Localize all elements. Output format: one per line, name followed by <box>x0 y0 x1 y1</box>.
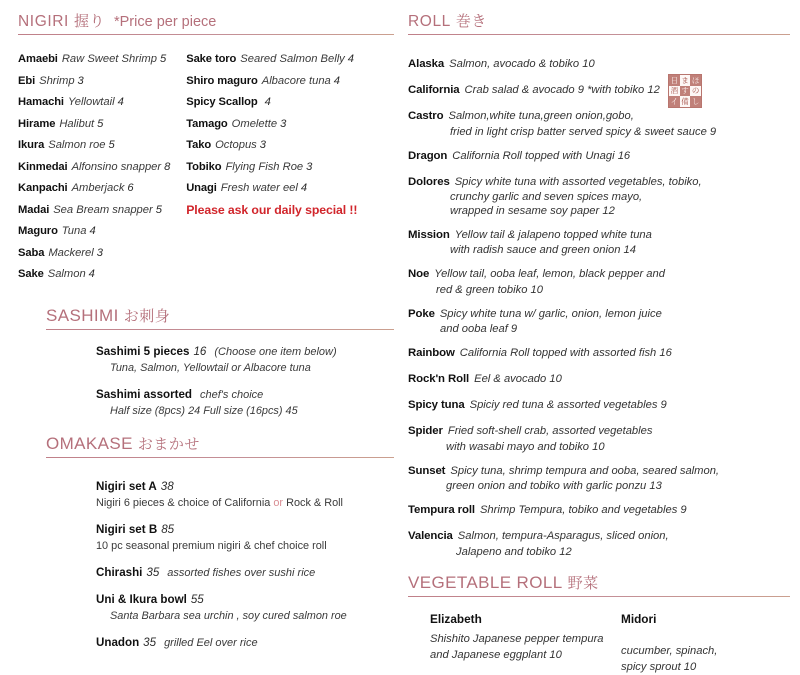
sashimi-item-title: Sashimi assorted <box>96 387 193 401</box>
seal-glyph: ほ <box>691 75 700 85</box>
section-header-nigiri <box>18 10 394 38</box>
omakase-item <box>96 520 394 552</box>
roll-item-desc-line2: with radish sauce and green onion 14 <box>450 244 636 256</box>
item-price: 6 <box>127 182 134 194</box>
roll-item <box>408 80 790 98</box>
menu-item <box>18 160 186 175</box>
item-price: 3 <box>259 139 266 151</box>
item-price: 3 <box>77 74 84 87</box>
item-name: Ikura <box>18 139 45 151</box>
item-price: 4 <box>89 225 96 237</box>
vegetable-item <box>613 612 783 675</box>
daily-special-marks: !! <box>349 202 358 217</box>
right-column <box>400 0 800 673</box>
item-price: 3 <box>306 160 313 173</box>
section-header-omakase <box>46 433 394 461</box>
seal-glyph: 酒 <box>670 86 679 96</box>
seal-glyph: イ <box>670 96 679 106</box>
roll-item <box>408 106 790 138</box>
item-desc: Fresh water eel <box>220 182 298 194</box>
item-name: Tamago <box>186 117 228 130</box>
menu-item <box>18 52 186 67</box>
vegetable-item-name: Midori <box>621 611 657 626</box>
item-price: 4 <box>347 53 355 65</box>
item-name: Hamachi <box>18 96 64 108</box>
seal-glyph: す <box>681 86 689 96</box>
nigiri-column-b <box>186 52 394 289</box>
roll-item-desc: Spiciy red tuna & assorted vegetables 9 <box>469 399 667 411</box>
item-desc: Seared Salmon Belly <box>240 53 345 65</box>
roll-item-name: Spicy tuna <box>408 399 465 411</box>
item-name: Amaebi <box>18 53 58 65</box>
omakase-items <box>96 477 394 651</box>
omakase-item-price: 55 <box>190 592 204 606</box>
daily-special-notice <box>186 203 394 217</box>
roll-item-desc-line2: fried in light crisp batter served spicy & sweet sauce 9 <box>450 125 717 138</box>
menu-item <box>18 117 186 132</box>
roll-item-desc: Yellow tail & jalapeno topped white tuna <box>454 228 652 241</box>
vegetable-item-desc <box>621 643 783 675</box>
menu-item <box>18 181 186 196</box>
daily-special-text: Please ask our daily special <box>186 202 347 217</box>
vegetable-desc-line1: Shishito Japanese pepper tempura <box>430 632 604 645</box>
roll-item-desc: Spicy white tuna w/ garlic, onion, lemon juice <box>439 307 662 320</box>
omakase-item-title: Uni & Ikura bowl <box>96 592 187 606</box>
omakase-item-price: 35 <box>146 565 160 579</box>
roll-item-name: Noe <box>408 268 430 280</box>
item-desc: Shrimp <box>39 74 75 87</box>
menu-item <box>186 117 394 132</box>
hanko-seal-icon <box>668 74 702 108</box>
menu-item <box>186 138 394 153</box>
left-column <box>0 0 400 649</box>
sashimi-items <box>96 342 394 417</box>
menu-item <box>186 95 394 110</box>
roll-item-desc: Shrimp Tempura, tobiko and vegetables 9 <box>479 504 687 516</box>
vegetable-desc-line2: spicy sprout 10 <box>621 660 697 673</box>
sashimi-title-latin: SASHIMI <box>46 305 119 325</box>
sashimi-header-rule <box>46 329 394 330</box>
roll-item-desc-line2: red & green tobiko 10 <box>436 283 543 296</box>
sashimi-item-price: 16 <box>193 344 207 358</box>
roll-item-name: Castro <box>408 110 444 122</box>
roll-item-name: Tempura roll <box>408 504 475 516</box>
omakase-item-price: 38 <box>160 479 174 493</box>
menu-item <box>18 224 186 239</box>
item-desc: Salmon <box>47 268 86 280</box>
roll-item-desc: Crab salad & avocado 9 *with tobiko 12 <box>464 84 660 96</box>
item-name: Sake <box>18 268 44 280</box>
nigiri-header-rule <box>18 34 394 35</box>
omakase-title-jp: おまかせ <box>137 435 200 453</box>
spacer <box>621 631 783 643</box>
omakase-sub-pre: Nigiri 6 pieces & choice of California <box>96 496 274 509</box>
vegetable-item-name: Elizabeth <box>430 611 482 626</box>
sashimi-title-jp: お刺身 <box>123 307 171 325</box>
roll-item-desc-line2: and ooba leaf 9 <box>440 323 518 335</box>
omakase-item-title: Chirashi <box>96 565 143 579</box>
roll-item-name: Valencia <box>408 530 453 542</box>
menu-item <box>18 95 186 110</box>
omakase-item-sub: Santa Barbara sea urchin , soy cured salmon roe <box>110 609 347 622</box>
section-header-roll <box>408 10 790 38</box>
item-name: Hirame <box>18 117 56 130</box>
roll-header-rule <box>408 34 790 35</box>
roll-item <box>408 421 790 453</box>
menu-item <box>18 74 186 89</box>
roll-item <box>408 500 790 518</box>
roll-item-desc-line2: crunchy garlic and seven spices mayo, <box>450 191 643 203</box>
item-name: Tobiko <box>186 160 222 173</box>
omakase-title-latin: OMAKASE <box>46 433 133 453</box>
omakase-item-title: Nigiri set A <box>96 479 157 493</box>
nigiri-item-grid <box>18 52 394 289</box>
menu-item <box>18 203 186 218</box>
roll-item <box>408 369 790 387</box>
roll-item-desc: California Roll topped with assorted fish 16 <box>459 347 672 359</box>
roll-item-name: Dragon <box>408 149 448 162</box>
nigiri-title-latin: NIGIRI <box>18 13 69 30</box>
item-price: 4 <box>117 96 124 108</box>
item-desc: Halibut <box>59 117 95 130</box>
item-desc: Tuna <box>61 225 87 237</box>
vegetable-desc-line2: and Japanese eggplant 10 <box>430 648 562 661</box>
omakase-item-note: assorted fishes over sushi rice <box>167 566 316 579</box>
item-name: Kinmedai <box>18 160 68 173</box>
roll-item <box>408 225 790 257</box>
omakase-sub-post: Rock & Roll <box>283 496 343 509</box>
omakase-item-price: 35 <box>143 635 157 649</box>
item-price: 3 <box>96 246 103 259</box>
roll-item-desc-line3: wrapped in sesame soy paper 12 <box>450 204 615 217</box>
roll-item-name: Sunset <box>408 464 446 477</box>
item-price: 4 <box>300 182 308 194</box>
item-desc: Yellowtail <box>67 96 115 108</box>
roll-item <box>408 395 790 413</box>
sashimi-item-title: Sashimi 5 pieces <box>96 344 190 358</box>
item-name: Saba <box>18 246 45 259</box>
item-desc: Amberjack <box>71 182 125 194</box>
roll-item-name: Alaska <box>408 58 445 70</box>
roll-item-desc: California Roll topped with Unagi 16 <box>452 149 631 162</box>
roll-item <box>408 461 790 493</box>
item-price: 4 <box>333 74 341 87</box>
nigiri-column-a <box>18 52 186 289</box>
roll-item-desc: Salmon, avocado & tobiko 10 <box>449 58 595 70</box>
roll-item-name: Rock'n Roll <box>408 373 470 385</box>
roll-item-name: Dolores <box>408 175 450 188</box>
item-desc: Omelette <box>231 117 278 130</box>
section-header-sashimi <box>46 305 394 333</box>
seal-glyph: し <box>691 96 700 106</box>
roll-item <box>408 526 790 558</box>
item-name: Shiro maguro <box>186 74 258 87</box>
omakase-item <box>96 590 394 622</box>
roll-items <box>408 54 790 558</box>
seal-glyph: 日 <box>670 75 679 85</box>
item-price: 8 <box>164 160 171 173</box>
roll-item-desc: Fried soft-shell crab, assorted vegetables <box>447 425 653 437</box>
section-header-vegetable-roll <box>408 572 790 600</box>
omakase-item <box>96 477 394 509</box>
seal-glyph: の <box>691 86 700 96</box>
roll-item-desc: Yellow tail, ooba leaf, lemon, black pepper and <box>434 268 665 280</box>
item-price: 5 <box>155 203 162 216</box>
roll-item-desc: Salmon, tempura-Asparagus, sliced onion, <box>457 530 669 542</box>
roll-item-desc: Spicy tuna, shrimp tempura and ooba, seared salmon, <box>450 464 720 477</box>
roll-item-name: Mission <box>408 228 450 241</box>
roll-item <box>408 172 790 217</box>
item-price: 5 <box>97 117 104 130</box>
sashimi-item-note: (Choose one item below) <box>214 345 337 358</box>
omakase-item-title: Unadon <box>96 635 140 649</box>
vegetable-item-desc <box>430 631 613 663</box>
item-price: 3 <box>280 117 287 130</box>
menu-item <box>186 160 394 175</box>
omakase-header-rule <box>46 457 394 458</box>
roll-item-desc-line2: with wasabi mayo and tobiko 10 <box>446 440 605 453</box>
vegetable-header-rule <box>408 596 790 597</box>
roll-title-latin: ROLL <box>408 13 451 30</box>
omakase-item <box>96 563 394 581</box>
seal-glyph: ま <box>681 75 689 85</box>
omakase-item-title: Nigiri set B <box>96 522 158 536</box>
roll-item <box>408 54 790 72</box>
vegetable-item <box>408 612 613 675</box>
item-desc: Sea Bream snapper <box>53 203 153 216</box>
omakase-item-sub: 10 pc seasonal premium nigiri & chef choice roll <box>96 539 327 552</box>
roll-item-name: Spider <box>408 425 443 437</box>
item-name: Maguro <box>18 225 58 237</box>
sashimi-item-sub: Half size (8pcs) 24 Full size (16pcs) 45 <box>110 404 298 417</box>
roll-item-desc: Salmon,white tuna,green onion,gobo, <box>448 110 634 122</box>
item-price: 4 <box>88 268 95 280</box>
vegetable-desc-line1: cucumber, spinach, <box>621 644 718 657</box>
item-price: 4 <box>264 96 271 108</box>
roll-title-jp: 巻き <box>455 13 487 30</box>
omakase-item <box>96 633 394 651</box>
omakase-item-sub <box>96 497 394 509</box>
nigiri-price-note: *Price per piece <box>113 14 217 30</box>
omakase-sub-or: or <box>273 496 284 509</box>
menu-item <box>18 267 186 282</box>
item-desc: Alfonsino snapper <box>71 160 162 173</box>
sashimi-item <box>96 385 394 417</box>
roll-item-desc-line2: Jalapeno and tobiko 12 <box>456 545 572 558</box>
roll-item-desc: Spicy white tuna with assorted vegetables, tobiko, <box>454 175 702 188</box>
item-price: 5 <box>108 139 115 151</box>
roll-item-desc-line2: green onion and tobiko with garlic ponzu 13 <box>446 480 662 492</box>
item-name: Ebi <box>18 74 36 87</box>
vegetable-title-jp: 野菜 <box>567 574 599 592</box>
roll-item-name: California <box>408 84 460 96</box>
item-name: Unagi <box>186 182 217 194</box>
item-name: Sake toro <box>186 53 237 65</box>
item-desc: Albacore tuna <box>261 74 331 87</box>
menu-item <box>186 181 394 196</box>
roll-item-name: Poke <box>408 307 435 320</box>
sashimi-item <box>96 342 394 374</box>
item-desc: Mackerel <box>48 246 94 259</box>
item-name: Kanpachi <box>18 182 68 194</box>
item-name: Tako <box>186 139 212 151</box>
vegetable-title-latin: VEGETABLE ROLL <box>408 572 563 592</box>
item-desc: Raw Sweet Shrimp <box>61 53 157 65</box>
item-name: Spicy Scallop <box>186 96 258 108</box>
menu-item <box>186 74 394 89</box>
roll-item <box>408 304 790 336</box>
item-desc: Salmon roe <box>48 139 106 151</box>
roll-item <box>408 146 790 164</box>
menu-item <box>186 52 394 67</box>
sashimi-item-note: chef's choice <box>200 388 264 401</box>
nigiri-title-jp: 握り <box>73 13 105 30</box>
roll-item <box>408 343 790 361</box>
item-desc: Octopus <box>215 139 257 151</box>
omakase-item-note: grilled Eel over rice <box>164 636 258 649</box>
omakase-item-price: 85 <box>161 522 175 536</box>
roll-item-desc: Eel & avocado 10 <box>474 373 562 385</box>
item-desc: Flying Fish Roe <box>225 160 304 173</box>
menu-item <box>18 246 186 261</box>
seal-glyph: 備 <box>681 96 689 106</box>
item-name: Madai <box>18 203 50 216</box>
item-price: 5 <box>159 53 167 65</box>
menu-item <box>18 138 186 153</box>
sashimi-item-sub: Tuna, Salmon, Yellowtail or Albacore tuna <box>110 361 311 374</box>
roll-item <box>408 264 790 296</box>
roll-item-name: Rainbow <box>408 347 455 359</box>
